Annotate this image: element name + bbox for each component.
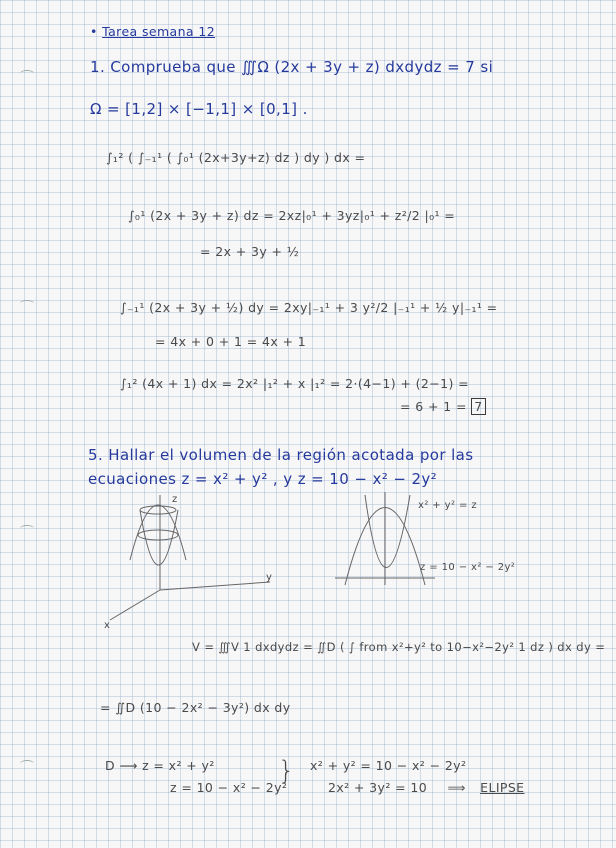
ex1-step3-prefix: = 6 + 1 = (400, 399, 472, 414)
ellipse-conclusion: ELIPSE (480, 780, 525, 795)
ex1-domain: Ω = [1,2] × [−1,1] × [0,1] . (90, 100, 308, 118)
binder-hole (20, 525, 34, 532)
ex5-region-left1: D ⟶ z = x² + y² (105, 758, 215, 773)
heading (90, 24, 215, 39)
ex1-step3-line1: ∫₁² (4x + 1) dx = 2x² |₁² + x |₁² = 2·(4−1) + (2−1) = (120, 376, 469, 391)
binder-hole (20, 300, 34, 307)
y-axis (160, 582, 270, 590)
ex1-step3-line2 (400, 399, 486, 414)
binder-hole (20, 70, 34, 77)
ex5-region-right1: x² + y² = 10 − x² − 2y² (310, 758, 467, 773)
x-axis (110, 590, 160, 620)
ex5-statement: 5. Hallar el volumen de la región acotada por las (88, 446, 474, 464)
ex1-step2-line2: = 4x + 0 + 1 = 4x + 1 (155, 334, 307, 349)
brace: } (278, 756, 295, 786)
ex1-result-box: 7 (471, 398, 485, 415)
ex5-region-right2 (328, 780, 524, 795)
ex1-step1-line2: = 2x + 3y + ½ (200, 244, 300, 259)
ex1-step2-line1: ∫₋₁¹ (2x + 3y + ½) dy = 2xy|₋₁¹ + 3 y²/2 |₋₁¹ + ½ y|₋₁¹ = (120, 300, 498, 315)
ex5-ellipse-equation: 2x² + 3y² = 10 (328, 780, 428, 795)
label-x: x (104, 620, 111, 631)
ex5-region-left2: z = 10 − x² − 2y² (170, 780, 288, 795)
heading-title: Tarea semana 12 (102, 24, 216, 39)
ex5-volume-line2: = ∬D (10 − 2x² − 3y²) dx dy (100, 700, 291, 715)
label-y: y (266, 572, 273, 583)
label-top-surface: x² + y² = z (418, 500, 477, 511)
ex1-statement: 1. Comprueba que ∭Ω (2x + 3y + z) dxdydz = 7 si (90, 58, 494, 76)
ex5-equations: ecuaciones z = x² + y² , y z = 10 − x² − 2y² (88, 470, 438, 488)
ex1-iterated-integral: ∫₁² ( ∫₋₁¹ ( ∫₀¹ (2x+3y+z) dz ) dy ) dx = (106, 150, 366, 165)
parabola-up (365, 495, 410, 568)
heading-bullet: • (90, 24, 98, 39)
intersection-ellipse (138, 530, 178, 540)
implies-arrow: ⟹ (447, 780, 466, 795)
label-bottom-surface: z = 10 − x² − 2y² (420, 562, 516, 573)
ex1-step1-line1: ∫₀¹ (2x + 3y + z) dz = 2xz|₀¹ + 3yz|₀¹ + z²/2 |₀¹ = (128, 208, 456, 223)
top-ellipse (140, 506, 176, 514)
binder-hole (20, 760, 34, 767)
ex5-volume-line: V = ∭V 1 dxdydz = ∬D ( ∫ from x²+y² to 10−x²−2y² 1 dz ) dx dy = (192, 640, 606, 654)
lower-paraboloid (140, 510, 178, 565)
label-z: z (172, 494, 178, 505)
sketch-3d-paraboloids (100, 490, 300, 630)
